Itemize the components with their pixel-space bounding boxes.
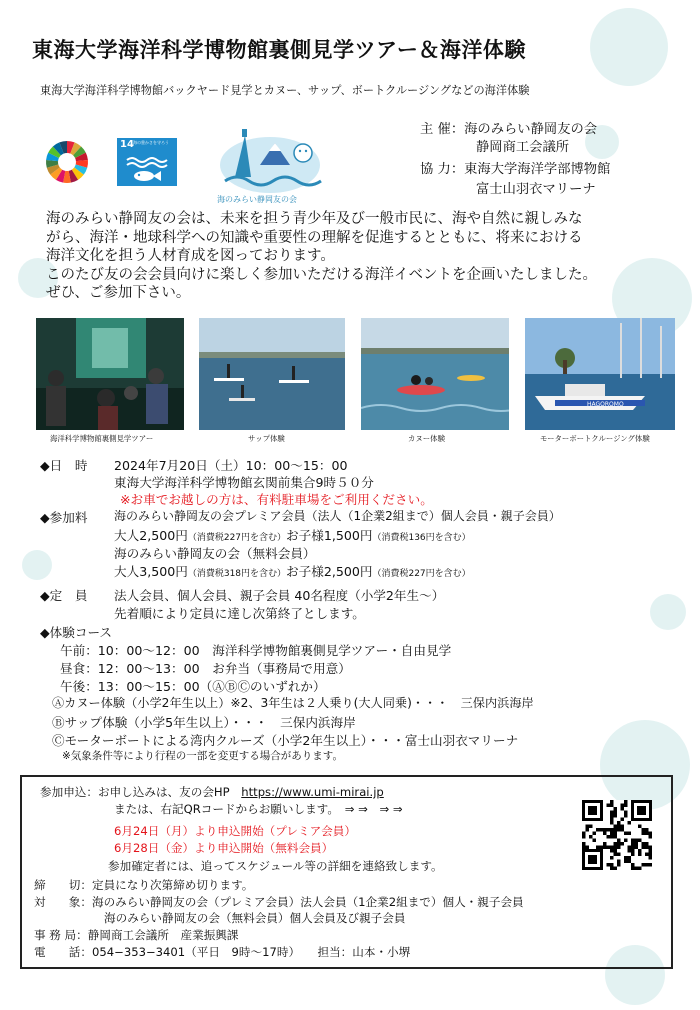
deadline-row — [34, 877, 253, 893]
deadline-label: 締 切： — [34, 878, 92, 892]
photo-caption: 海洋科学博物館裏側見学ツアー — [50, 434, 154, 443]
deadline-value: 定員になり次第締め切ります。 — [91, 878, 254, 892]
umi-no-mirai-logo-icon — [215, 125, 325, 195]
target-value: 海のみらい静岡友の会（プレミア会員）法人会員（1企業2組まで）個人・親子会員 — [91, 895, 524, 909]
course-option-b: Ⓑサップ体験（小学5年生以上）・・・ 三保内浜海岸 — [52, 715, 356, 730]
parking-note: ※お車でお越しの方は、有料駐車場をご利用ください。 — [120, 492, 433, 507]
fee-label: ◆参加料 — [40, 510, 88, 525]
target-row — [34, 894, 524, 910]
sponsor-name: 海のみらい静岡友の会 — [464, 122, 598, 137]
course-note: ※気象条件等により行程の一部を変更する場合があります。 — [62, 750, 343, 762]
qr-code-icon[interactable] — [582, 800, 652, 870]
cooperation-name-2: 富士山羽衣マリーナ — [476, 182, 596, 197]
fee-premium-line: 海のみらい静岡友の会プレミア会員（法人（1企業2組まで）個人会員・親子会員） — [114, 509, 561, 523]
intro-line: 海洋文化を担う人材育成を図っております。 — [46, 248, 335, 264]
phone-label: 電 話： — [34, 945, 92, 959]
apply-row — [40, 784, 384, 800]
capacity-note: 先着順により定員に達し次第終了とします。 — [114, 606, 365, 621]
intro-text — [46, 210, 676, 303]
cooperation-row — [420, 158, 610, 177]
intro-line: がら、海洋・地球科学への知識や重要性の理解を促進するとともに、将来における — [46, 229, 583, 246]
confirm-note: 参加確定者には、追ってスケジュール等の詳細を連絡致します。 — [108, 859, 443, 873]
course-option-a: Ⓐカヌー体験（小学2年生以上）※2、3年生は２人乗り(大人同乗)・・・ 三保内浜海岸 — [52, 696, 534, 710]
intro-line: 海のみらい静岡友の会は、未来を担う青少年及び一般市民に、海や自然に親しみな — [46, 211, 583, 227]
cooperation-label: 協 力： — [420, 162, 465, 177]
target-label: 対 象： — [34, 895, 92, 909]
intro-line: ぜひ、ご参加下さい。 — [46, 285, 191, 301]
course-option-c: Ⓒモーターボートによる湾内クルーズ（小学2年生以上）・・・富士山羽衣マリーナ — [52, 733, 519, 748]
decor-bubble — [650, 594, 686, 630]
photo-caption: モーターボートクルージング体験 — [540, 434, 650, 443]
phone-row — [34, 944, 410, 960]
sdgs-wheel-icon — [45, 140, 89, 184]
apply-label: 参加申込： — [40, 785, 98, 799]
sdg-goal-caption: 海の豊かさを守ろう — [133, 140, 169, 145]
office-label: 事 務 局： — [34, 928, 88, 942]
photo-museum-tour — [36, 318, 184, 430]
fee-tax: （消費税136円を含む） — [372, 533, 471, 543]
target-value-2: 海のみらい静岡友の会（無料会員）個人会員及び親子会員 — [104, 911, 406, 925]
capacity-label: ◆定 員 — [40, 588, 88, 603]
fee-tax: （消費税318円を含む） — [187, 569, 287, 579]
course-noon: 昼食：12：00〜13：00 お弁当（事務局で用意） — [60, 661, 351, 676]
intro-line: このたび友の会会員向けに楽しく参加いただける海洋イベントを企画いたしました。 — [46, 266, 597, 283]
fee-free-row — [114, 561, 471, 580]
website-link[interactable]: https://www.umi-mirai.jp — [241, 785, 384, 799]
course-label: ◆体験コース — [40, 625, 113, 640]
fee-tax: （消費税227円を含む） — [372, 569, 471, 579]
decor-bubble — [590, 8, 668, 86]
decor-bubble — [22, 550, 52, 580]
photo-motorboat — [525, 318, 675, 430]
fee-child: お子様2,500円 — [286, 564, 373, 579]
sponsor-row — [420, 118, 597, 137]
fee-tax: （消費税227円を含む） — [187, 533, 287, 543]
fee-adult: 大人3,500円 — [114, 564, 188, 579]
date-label: ◆日 時 — [40, 458, 88, 473]
sdg-goal-number: 14 — [120, 139, 134, 150]
free-start: 6月28日（金）より申込開始（無料会員） — [114, 841, 334, 855]
page-subtitle: 東海大学海洋科学博物館バックヤード見学とカヌー、サップ、ボートクルージングなどの海洋体験 — [40, 84, 530, 97]
apply-qr-text: または、右記QRコードからお願いします。 ⇒ ⇒ ⇒ ⇒ — [114, 802, 403, 816]
course-pm: 午後：13：00〜15：00（ⒶⒷⒸのいずれか） — [60, 679, 326, 694]
boat-name: HAGOROMO — [587, 401, 624, 408]
fee-adult: 大人2,500円 — [114, 528, 188, 543]
office-value: 静岡商工会議所 産業振興課 — [87, 928, 239, 942]
fee-premium-row — [114, 525, 471, 544]
photo-caption: サップ体験 — [248, 434, 285, 443]
office-row — [34, 927, 238, 943]
contact-person: 担当：山本・小堺 — [317, 945, 411, 959]
apply-text: お申し込みは、友の会HP — [97, 785, 230, 799]
sponsor-name-2: 静岡商工会議所 — [476, 140, 570, 155]
capacity-value: 法人会員、個人会員、親子会員 40名程度（小学2年生〜） — [114, 588, 445, 603]
club-name: 海のみらい静岡友の会 — [217, 195, 297, 204]
fee-free-line: 海のみらい静岡友の会（無料会員） — [114, 546, 316, 561]
fee-child: お子様1,500円 — [286, 528, 373, 543]
cooperation-name: 東海大学海洋学部博物館 — [464, 162, 611, 177]
photo-caption: カヌー体験 — [408, 434, 445, 443]
sdg-goal-14-icon — [117, 138, 177, 186]
page-title: 東海大学海洋科学博物館裏側見学ツアー＆海洋体験 — [32, 38, 526, 62]
photo-canoe — [361, 318, 509, 430]
photo-sup — [199, 318, 345, 430]
phone-value: 054−353−3401（平日 9時〜17時） — [91, 945, 295, 959]
sponsor-label: 主 催： — [420, 122, 465, 137]
date-meet: 東海大学海洋科学博物館玄関前集合9時５０分 — [114, 475, 374, 490]
fish-wave-icon — [125, 154, 169, 184]
date-value: 2024年7月20日（土）10：00〜15：00 — [114, 458, 348, 473]
course-am: 午前：10：00〜12：00 海洋科学博物館裏側見学ツアー・自由見学 — [60, 643, 452, 658]
premium-start: 6月24日（月）より申込開始（プレミア会員） — [114, 824, 356, 838]
